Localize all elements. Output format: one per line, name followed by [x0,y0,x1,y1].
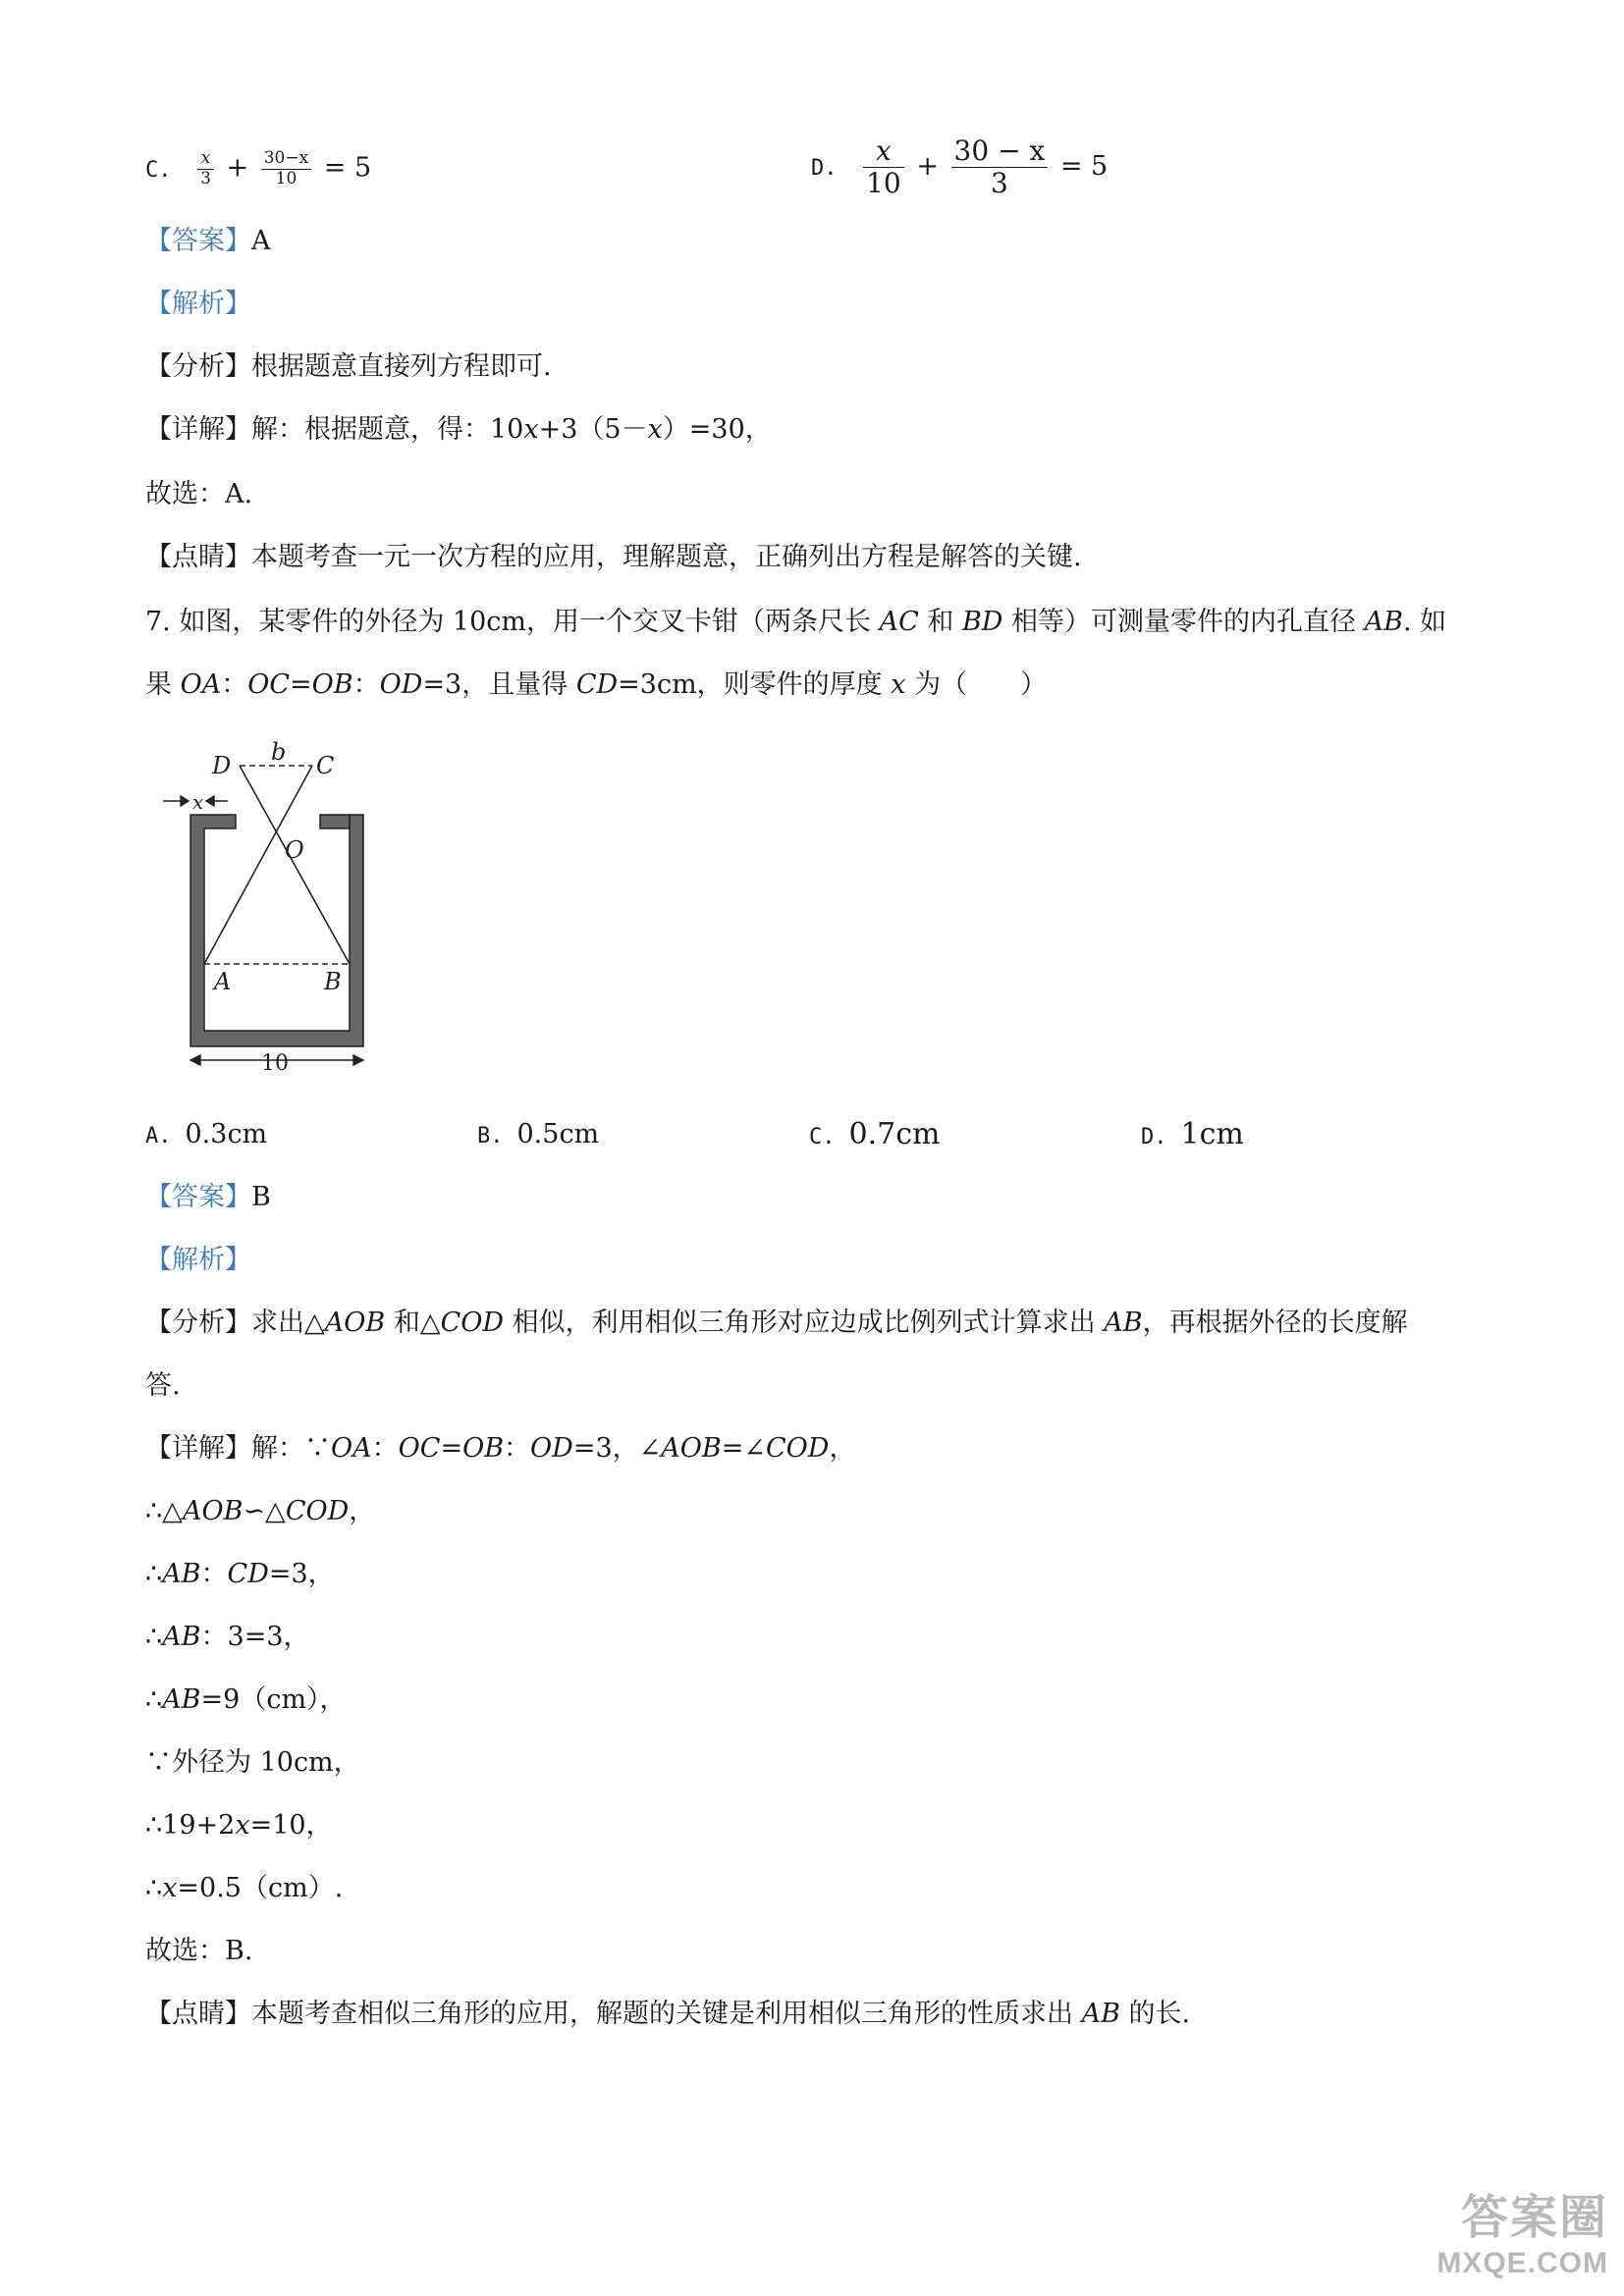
label-b-small: b [271,738,287,766]
prev-choice: 故选：A. [145,479,253,509]
q7-option-b[interactable]: B. 0.5cm [477,1119,600,1149]
q7-figure [145,736,381,1090]
q7-step-5: ∵外径为 10cm， [145,1747,360,1778]
q7-step-3: ∴AB：3=3， [145,1622,310,1652]
q7-dianjing: 【点睛】本题考查相似三角形的应用，解题的关键是利用相似三角形的性质求出 AB 的长. [145,1999,1191,2029]
label-d: D [212,752,232,779]
q7-step-6: ∴19+2x=10， [145,1810,333,1841]
q7-step-4: ∴AB=9（cm）， [145,1684,347,1715]
q7-stem-line1: 7. 如图，某零件的外径为 10cm，用一个交叉卡钳（两条尺长 AC 和 BD 相等）可测量零件的内孔直径 AB. 如 [145,607,1447,637]
label-a: A [214,968,232,995]
label-x: x [192,790,204,814]
watermark: 答案圈 MXQE.COM [1436,2192,1608,2279]
label-width-10: 10 [261,1051,289,1076]
fraction-x-over-10: $\frac{x}{10}$ [863,135,904,199]
q7-choice: 故选：B. [145,1936,253,1966]
prev-answer: 【答案】A [145,226,271,256]
q7-stem-line2: 果 OA：OC=OB：OD=3，且量得 CD=3cm，则零件的厚度 x 为（ ） [145,669,1048,700]
label-b: B [324,968,342,995]
q7-xiangjie: 【详解】解：∵OA：OC=OB：OD=3，∠AOB=∠COD， [145,1433,856,1464]
q7-option-c[interactable]: C. 0.7cm [809,1117,941,1151]
prev-option-d: D. $\frac{x}{10}$ + $\frac{30 - x}{3}$ = 5 [811,134,1109,200]
prev-fenxi: 【分析】根据题意直接列方程即可. [145,351,552,382]
label-c: C [316,752,335,779]
label-o: O [285,836,304,864]
prev-xiangjie: 【详解】解：根据题意，得：10x+3（5－x）=30， [145,414,772,445]
q7-option-d[interactable]: D. 1cm [1141,1117,1244,1151]
q7-fenxi-line1: 【分析】求出△AOB 和△COD 相似，利用相似三角形对应边成比例列式计算求出 AB，再根据外径的长度解 [145,1308,1408,1338]
prev-option-c: C. $\frac{x}{3}$ + $\frac{30-x}{10}$ = 5 [145,148,372,188]
caliper-arms [204,766,350,964]
q7-step-2: ∴AB：CD=3， [145,1559,335,1589]
q7-answer: 【答案】B [145,1182,271,1212]
fraction-x-over-3: $\frac{x}{3}$ [197,149,214,188]
prev-analysis-heading: 【解析】 [145,289,251,319]
q7-option-a[interactable]: A. 0.3cm [145,1119,268,1149]
q7-step-7: ∴x=0.5（cm）. [145,1873,344,1903]
prev-dianjing: 【点睛】本题考查一元一次方程的应用，理解题意，正确列出方程是解答的关键. [145,542,1082,572]
q7-fenxi-line2: 答. [145,1370,181,1401]
q7-step-1: ∴△AOB∽△COD， [145,1496,376,1526]
fraction-30-minus-x-over-10: $\frac{30-x}{10}$ [261,149,311,188]
fraction-30-minus-x-over-3: $\frac{30 - x}{3}$ [951,135,1049,199]
part-cross-section [190,815,363,1046]
q7-analysis-heading: 【解析】 [145,1245,251,1275]
